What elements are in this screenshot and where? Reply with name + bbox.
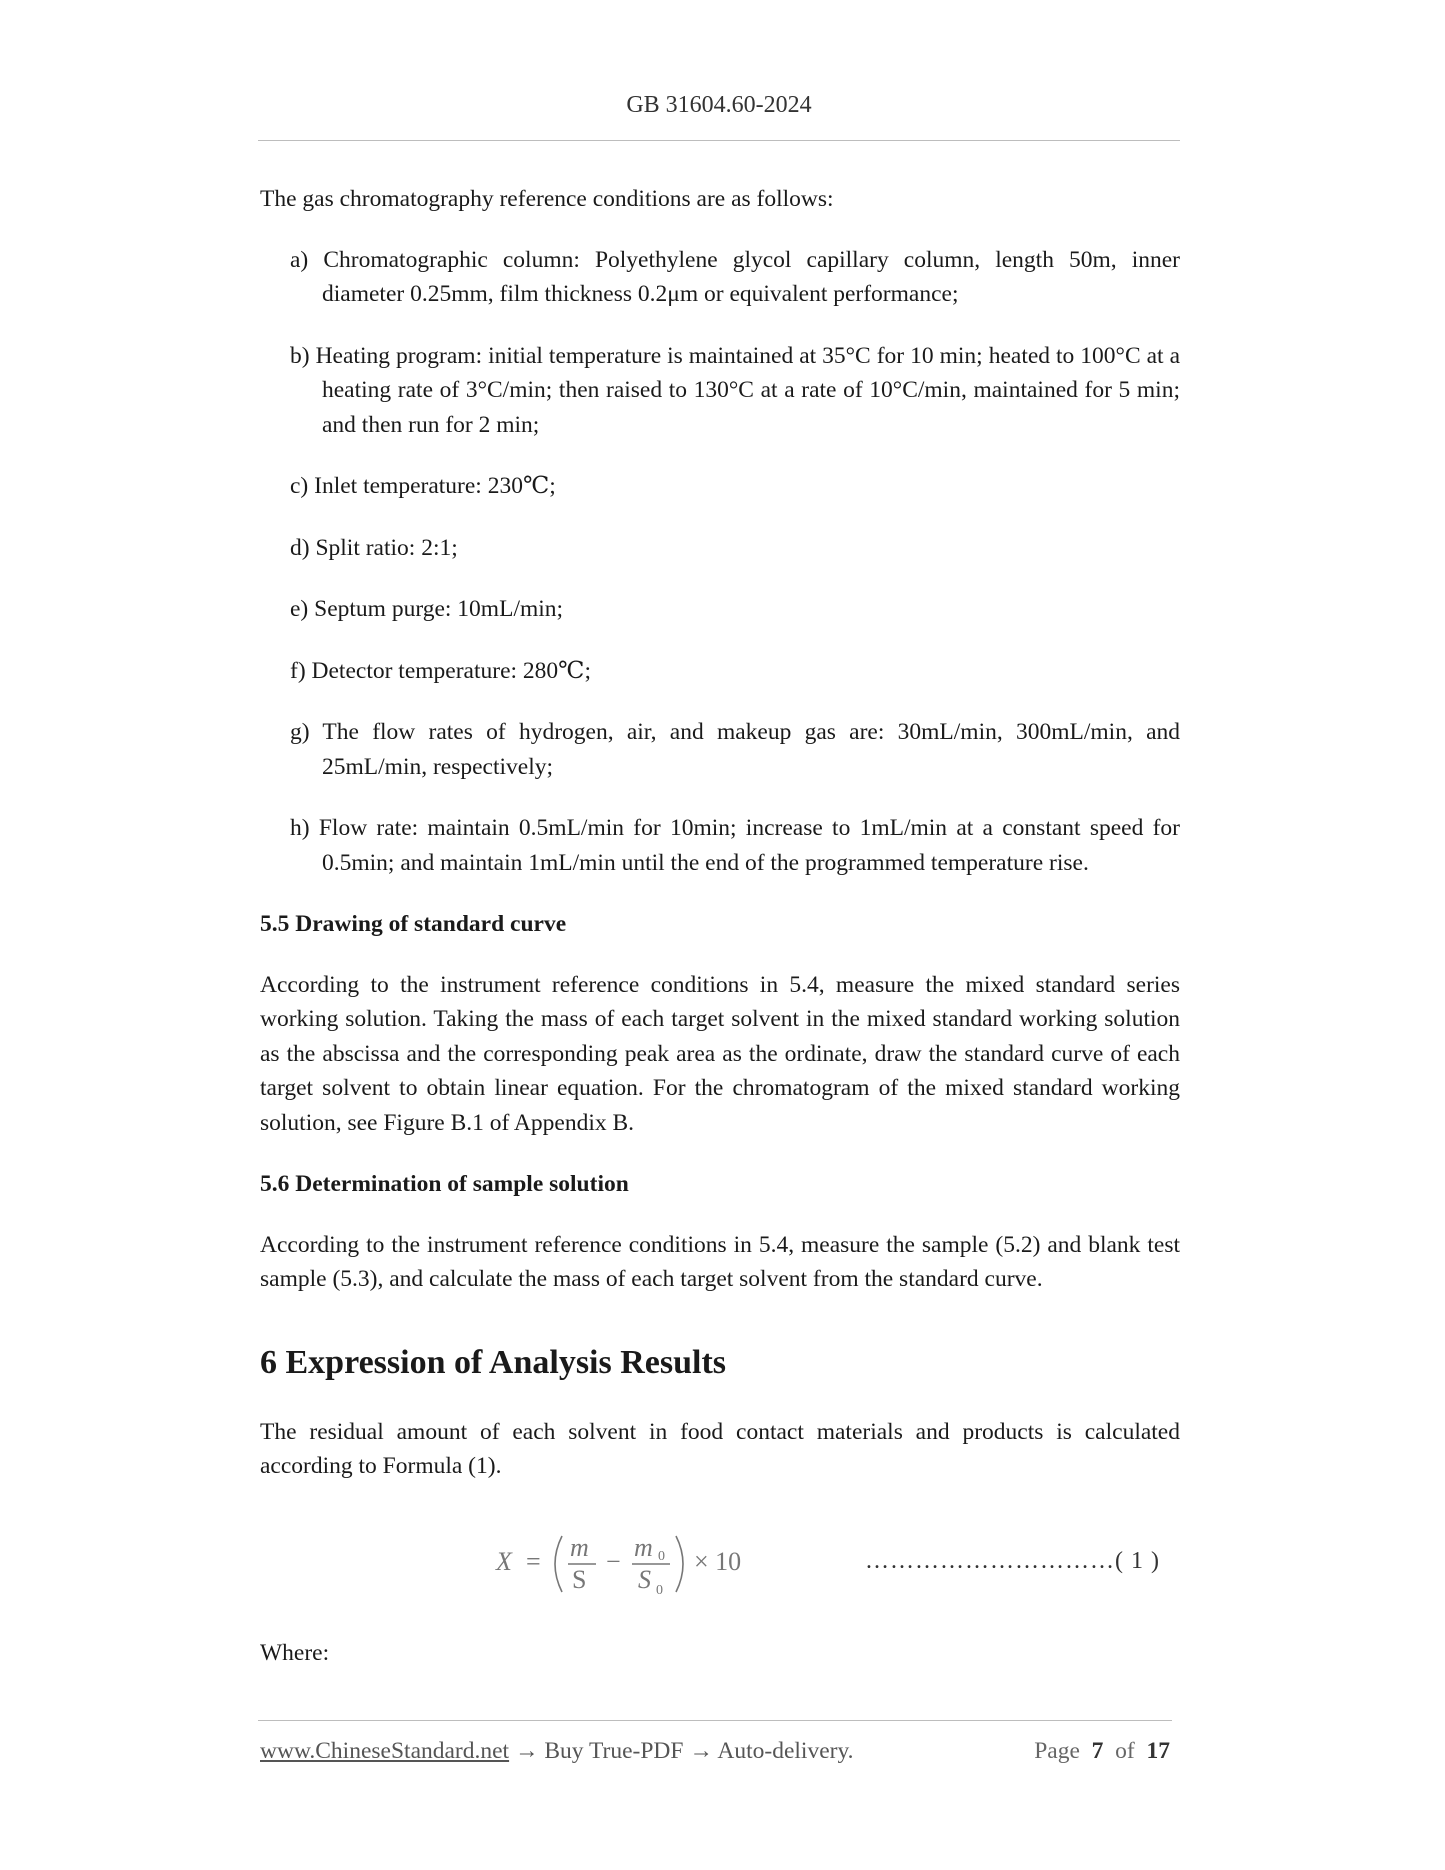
condition-item-f [260, 654, 1180, 689]
condition-text: The flow rates of hydrogen, air, and makeup gas are: 30mL/min, 300mL/min, and 25mL/min, respectively; [322, 719, 1180, 780]
site-link[interactable]: www.ChineseStandard.net [260, 1738, 510, 1764]
section-6-body: The residual amount of each solvent in food contact materials and products is calculated according to Formula (1). [260, 1418, 1180, 1479]
condition-item-g [260, 715, 1180, 784]
condition-text: Heating program: initial temperature is maintained at 35°C for 10 min; heated to 100°C at a heating rate of 3°C/min; then raised to 130°C at a rate of 10°C/min, maintained for 5 min; and then run for 2 min; [315, 342, 1180, 438]
formula-den2-sub: 0 [656, 1582, 663, 1598]
where-label: Where: [260, 1639, 330, 1666]
condition-label: a) [290, 246, 309, 273]
conditions-intro: The gas chromatography reference conditions are as follows: [260, 186, 834, 212]
formula-den2: S [638, 1564, 651, 1594]
section-5-6-body: According to the instrument reference conditions in 5.4, measure the sample (5.2) and blank test sample (5.3), and calculate the mass of each target solvent from the standard curve. [260, 1231, 1180, 1292]
section-5-5-body: According to the instrument reference conditions in 5.4, measure the mixed standard series working solution. Taking the mass of each target solvent in the mixed standard working solution as the abscissa and the corresponding peak area as the ordinate, draw the standard curve of each target solvent to obtain linear equation. For the chromatogram of the mixed standard working solution, see Figure B.1 of Appendix B. [260, 971, 1180, 1136]
condition-text: Chromatographic column: Polyethylene glycol capillary column, length 50m, inner diameter 0.25mm, film thickness 0.2μm or equivalent performance; [322, 246, 1181, 307]
formula-lhs: X [496, 1546, 512, 1576]
formula-number-label: ( 1 ) [1115, 1547, 1160, 1574]
of-word: of [1115, 1738, 1135, 1764]
formula-num2: m [634, 1532, 653, 1562]
page-header: GB 31604.60-2024 [626, 92, 812, 118]
footer-promo [260, 1738, 854, 1765]
condition-item-e [260, 592, 1180, 627]
condition-text: Split ratio: 2:1; [315, 534, 458, 561]
footer-tail: → Buy True-PDF → Auto-delivery. [509, 1738, 854, 1764]
condition-item-d [260, 531, 1180, 566]
page-word: Page [1034, 1738, 1080, 1764]
page-current: 7 [1091, 1738, 1104, 1764]
conditions-list [260, 243, 1180, 881]
condition-label: f) [290, 657, 306, 684]
formula-num2-sub: 0 [658, 1548, 665, 1564]
condition-label: e) [290, 596, 309, 622]
formula-times: × 10 [694, 1546, 742, 1576]
right-paren [676, 1536, 683, 1592]
formula-equals: = [526, 1546, 541, 1576]
formula-num1: m [570, 1532, 589, 1562]
condition-label: c) [290, 473, 309, 499]
formula-minus: − [606, 1546, 621, 1576]
page-indicator [1034, 1738, 1170, 1765]
formula-1 [260, 1514, 1180, 1614]
condition-item-c [260, 469, 1180, 504]
formula-leader: ………………………… [865, 1547, 1115, 1574]
condition-text: Detector temperature: 280℃; [311, 657, 591, 684]
condition-label: g) [290, 719, 310, 745]
formula-number [865, 1544, 1160, 1579]
formula-den1: S [572, 1564, 587, 1594]
page-total: 17 [1146, 1738, 1170, 1764]
condition-item-a [260, 243, 1180, 312]
condition-label: d) [290, 534, 310, 561]
condition-text: Inlet temperature: 230℃; [314, 473, 556, 499]
left-paren [555, 1536, 562, 1592]
condition-item-h [260, 811, 1180, 880]
page-content [260, 182, 1180, 1670]
header-divider [258, 140, 1180, 141]
section-6-heading: 6 Expression of Analysis Results [260, 1343, 727, 1381]
footer-divider [258, 1720, 1172, 1721]
condition-text: Flow rate: maintain 0.5mL/min for 10min; increase to 1mL/min at a constant speed for 0.5min; and maintain 1mL/min until the end of the programmed temperature rise. [318, 815, 1180, 876]
section-5-6-title: 5.6 Determination of sample solution [260, 1171, 629, 1197]
condition-text: Septum purge: 10mL/min; [314, 596, 564, 622]
condition-item-b [260, 339, 1180, 443]
section-5-5-title: 5.5 Drawing of standard curve [260, 911, 567, 937]
formula-expression [490, 1514, 850, 1614]
condition-label: b) [290, 342, 310, 369]
condition-label: h) [290, 815, 310, 841]
